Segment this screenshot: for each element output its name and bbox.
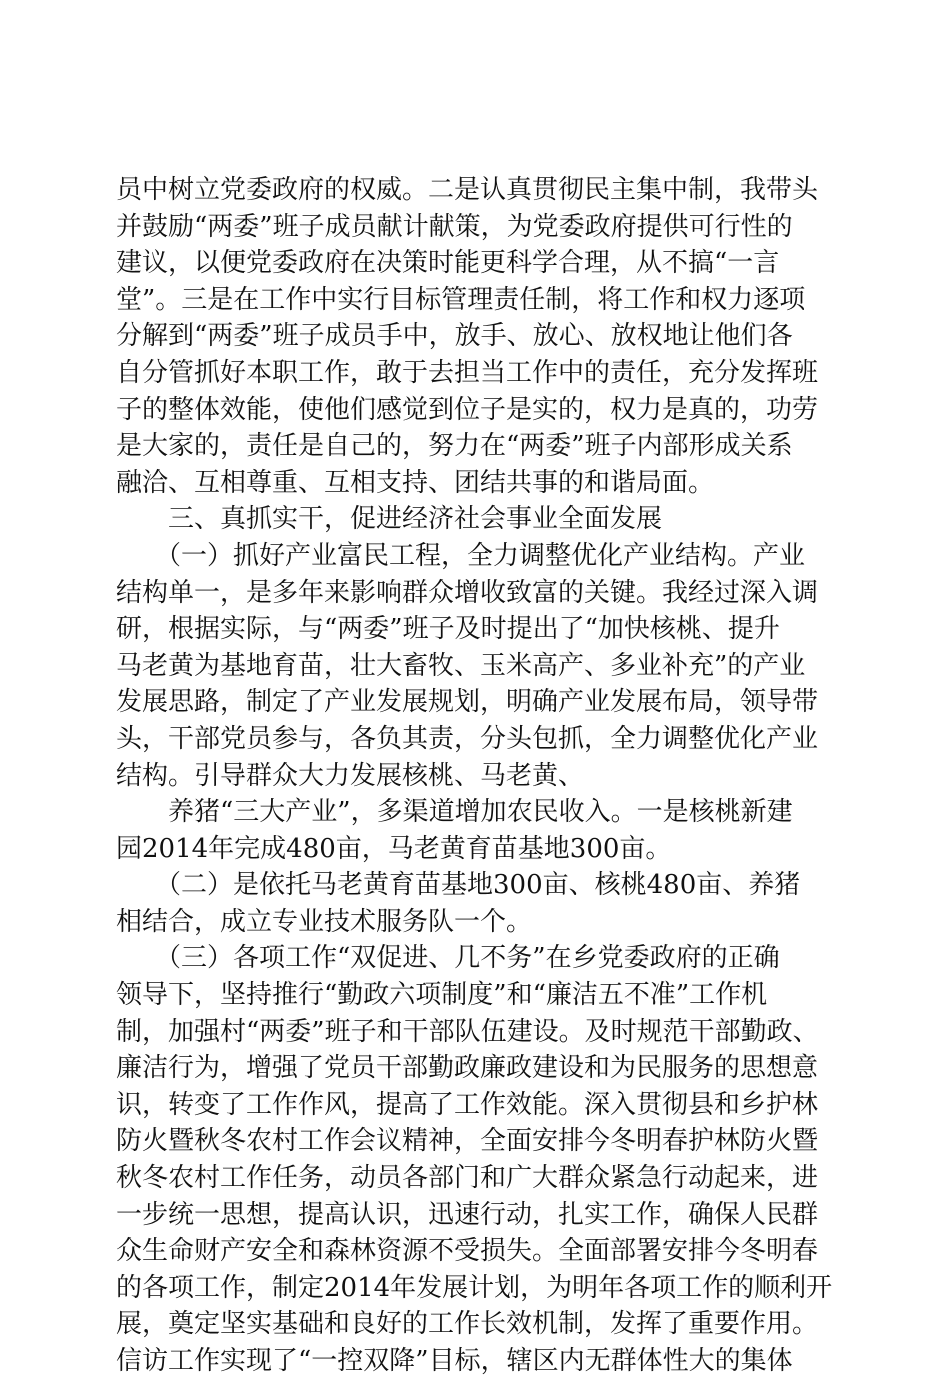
text-line: 是大家的，责任是自己的，努力在“两委”班子内部形成关系 [116, 431, 793, 462]
text-line: 研，根据实际，与“两委”班子及时提出了“加快核桃、提升 [116, 614, 780, 645]
text-line: （二）是依托马老黄育苗基地300亩、核桃480亩、养猪 [116, 870, 801, 901]
text-line: 识，转变了工作作风，提高了工作效能。深入贯彻县和乡护林 [116, 1089, 819, 1120]
text-line: 的各项工作，制定2014年发展计划，为明年各项工作的顺利开 [116, 1272, 833, 1303]
text-line: 领导下，坚持推行“勤政六项制度”和“廉洁五不准”工作机 [116, 980, 768, 1011]
text-line: 相结合，成立专业技术服务队一个。 [116, 906, 533, 937]
text-line: 堂”。三是在工作中实行目标管理责任制，将工作和权力逐项 [116, 284, 806, 315]
text-line: （三）各项工作“双促进、几不务”在乡党委政府的正确 [116, 943, 780, 974]
text-line: 一步统一思想，提高认识，迅速行动，扎实工作，确保人民群 [116, 1199, 819, 1230]
text-line: 结构单一，是多年来影响群众增收致富的关键。我经过深入调 [116, 577, 819, 608]
text-line: 建议，以便党委政府在决策时能更科学合理，从不搞“一言 [116, 248, 780, 279]
text-line: 融洽、互相尊重、互相支持、团结共事的和谐局面。 [116, 467, 715, 498]
text-line: 分解到“两委”班子成员手中，放手、放心、放权地让他们各 [116, 321, 793, 352]
document-body [116, 172, 836, 1380]
text-line: 廉洁行为，增强了党员干部勤政廉政建设和为民服务的思想意 [116, 1053, 819, 1084]
text-line: 防火暨秋冬农村工作会议精神，全面安排今冬明春护林防火暨 [116, 1126, 819, 1157]
text-line: 员中树立党委政府的权威。二是认真贯彻民主集中制，我带头 [116, 175, 819, 205]
text-line: 结构。引导群众大力发展核桃、马老黄、 [116, 760, 585, 791]
text-line: 自分管抓好本职工作，敢于去担当工作中的责任，充分发挥班 [116, 357, 819, 388]
text-line: 秋冬农村工作任务，动员各部门和广大群众紧急行动起来，进 [116, 1163, 819, 1194]
text-line: 头，干部党员参与，各负其责，分头包抓，全力调整优化产业 [116, 723, 819, 754]
text-line: 马老黄为基地育苗，壮大畜牧、玉米高产、多业补充”的产业 [116, 650, 806, 681]
text-line: 信访工作实现了“一控双降”目标，辖区内无群体性大的集体 [116, 1346, 793, 1376]
section-heading: 三、真抓实干，促进经济社会事业全面发展 [116, 504, 663, 535]
text-line: 子的整体效能，使他们感觉到位子是实的，权力是真的，功劳 [116, 394, 819, 425]
text-line: 制，加强村“两委”班子和干部队伍建设。及时规范干部勤政、 [116, 1016, 819, 1047]
text-line: 并鼓励“两委”班子成员献计献策，为党委政府提供可行性的 [116, 211, 793, 242]
text-line: （一）抓好产业富民工程，全力调整优化产业结构。产业 [116, 540, 806, 571]
text-line: 众生命财产安全和森林资源不受损失。全面部署安排今冬明春 [116, 1236, 819, 1267]
text-line: 发展思路，制定了产业发展规划，明确产业发展布局，领导带 [116, 687, 819, 718]
text-line: 养猪“三大产业”，多渠道增加农民收入。一是核桃新建 [116, 797, 793, 828]
text-line: 园2014年完成480亩，马老黄育苗基地300亩。 [116, 833, 672, 864]
text-line: 展，奠定坚实基础和良好的工作长效机制，发挥了重要作用。 [116, 1309, 819, 1340]
